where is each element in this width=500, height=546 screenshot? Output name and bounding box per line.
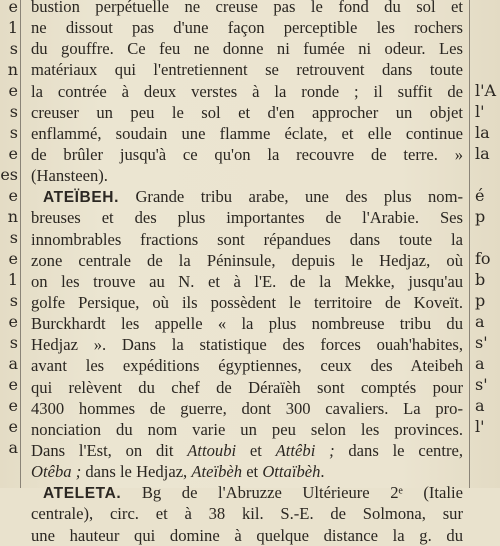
text-line: Burckhardt les appelle « la plus nombreuse tribu du (31, 314, 463, 334)
margin-fragment: e (8, 417, 18, 436)
margin-fragment: la (475, 144, 490, 163)
margin-fragment: s (9, 123, 18, 142)
entry-ateibeh (31, 186, 463, 482)
margin-fragment: p (475, 291, 486, 310)
text-run: dans le centre, (334, 440, 464, 460)
right-column-fragment (470, 0, 500, 488)
margin-fragment: e (8, 249, 18, 268)
margin-fragment: a (8, 354, 18, 373)
text-line: du gouffre. Ce feu ne donne ni fumée ni odeur. Les (31, 39, 463, 59)
text-line: qui relèvent du chef de Déraïèh sont comptés pour (31, 377, 463, 397)
margin-fragment: l' (475, 102, 485, 121)
margin-fragment: a (475, 396, 485, 415)
margin-fragment: a (475, 354, 485, 373)
text-line: nonciation du nom varie un peu selon les provinces. (31, 419, 463, 439)
italic-name: Attêbi ; (275, 440, 335, 460)
entry-headword: ATELETA. (43, 485, 122, 503)
margin-fragment: s (9, 291, 18, 310)
text-run: et (242, 462, 263, 482)
entry-first-line (31, 482, 463, 503)
text-line: on les trouve au N. et à l'E. de la Mekke, jusqu'au (31, 271, 463, 291)
main-column (31, 0, 463, 546)
text-line: Hedjaz ». Dans la statistique des forces ouah'habites, (31, 335, 463, 355)
italic-name: Otêba ; (31, 462, 82, 482)
entry-first-line (31, 186, 463, 207)
text-line: breuses et des plus importantes de l'Arabie. Ses (31, 208, 463, 228)
entry-headword: ATEÏBEH. (43, 189, 119, 207)
left-column-fragment (0, 0, 19, 488)
margin-fragment: é (475, 186, 485, 205)
margin-fragment: s (9, 39, 18, 58)
entry-continued (31, 0, 463, 186)
text-run: dans le Hedjaz, (81, 462, 192, 482)
margin-fragment: 1 (7, 270, 18, 289)
margin-fragment: l'A (475, 81, 497, 100)
text-line: golfe Persique, où ils possèdent le territoire de Koveït. (31, 292, 463, 312)
margin-fragment: 1 (7, 18, 18, 37)
italic-name: Attoubi (187, 440, 237, 460)
margin-fragment: n (7, 60, 18, 79)
margin-fragment: a (475, 312, 485, 331)
text-run: Bg de l'Abruzze Ultérieure 2ᵉ (Italie (141, 483, 463, 503)
entry-ateleta (31, 482, 463, 545)
margin-fragment: e (8, 81, 18, 100)
italic-name: Ottaïbèh (262, 462, 321, 482)
text-line: avant les expéditions égyptiennes, ceux des Ateibeh (31, 356, 463, 376)
text-run: Dans l'Est, on dit (31, 440, 188, 460)
margin-fragment: s (9, 228, 18, 247)
margin-fragment: s (9, 102, 18, 121)
text-line: zone centrale de la Péninsule, depuis le Hedjaz, où (31, 250, 463, 270)
margin-fragment: fo (475, 249, 491, 268)
text-line: ne dissout pas d'une façon perceptible les rochers (31, 18, 463, 38)
margin-fragment: e (8, 312, 18, 331)
italic-name: Ateïbèh (191, 462, 243, 482)
margin-fragment: l' (475, 417, 485, 436)
text-line: innombrables fractions sont répandues dans toute la (31, 229, 463, 249)
margin-fragment: e (8, 375, 18, 394)
margin-fragment: e (8, 396, 18, 415)
margin-fragment: s (9, 333, 18, 352)
text-line: matériaux qui l'entretiennent se retrouvent dans toute (31, 60, 463, 80)
margin-fragment: n (7, 207, 18, 226)
margin-fragment: a (8, 438, 18, 457)
text-run: . (320, 462, 325, 482)
text-run: et (236, 440, 276, 460)
text-line: enflammé, soudain une flamme éclate, et elle continue (31, 123, 463, 143)
text-line: bustion perpétuelle ne creuse pas le fond du sol et (31, 0, 463, 16)
margin-fragment: p (475, 207, 486, 226)
text-line: 4300 hommes de guerre, dont 300 cavaliers. La pro- (31, 398, 463, 418)
margin-fragment: e (8, 144, 18, 163)
margin-fragment: s' (475, 375, 488, 394)
text-line-mixed (31, 461, 463, 482)
text-line: de brûler jusqu'à ce qu'on la recouvre de terre. » (31, 144, 463, 164)
margin-fragment: e (8, 0, 18, 16)
margin-fragment: la (475, 123, 490, 142)
margin-fragment: s' (475, 333, 488, 352)
text-line: centrale), circ. et à 38 kil. S.-E. de Solmona, sur (31, 504, 463, 524)
text-line-mixed (31, 440, 463, 461)
column-rule-left (20, 0, 21, 488)
text-line: la contrée à deux verstes à la ronde ; il suffit de (31, 81, 463, 101)
margin-fragment: es (0, 165, 18, 184)
margin-fragment: e (8, 186, 18, 205)
text-line: creuser un peu le sol et d'en approcher un objet (31, 102, 463, 122)
margin-fragment: b (475, 270, 486, 289)
text-run: Grande tribu arabe, une des plus nom- (135, 187, 463, 207)
text-line: une hauteur qui domine à quelque distance la g. du (31, 525, 463, 545)
text-line: (Hansteen). (31, 166, 108, 186)
